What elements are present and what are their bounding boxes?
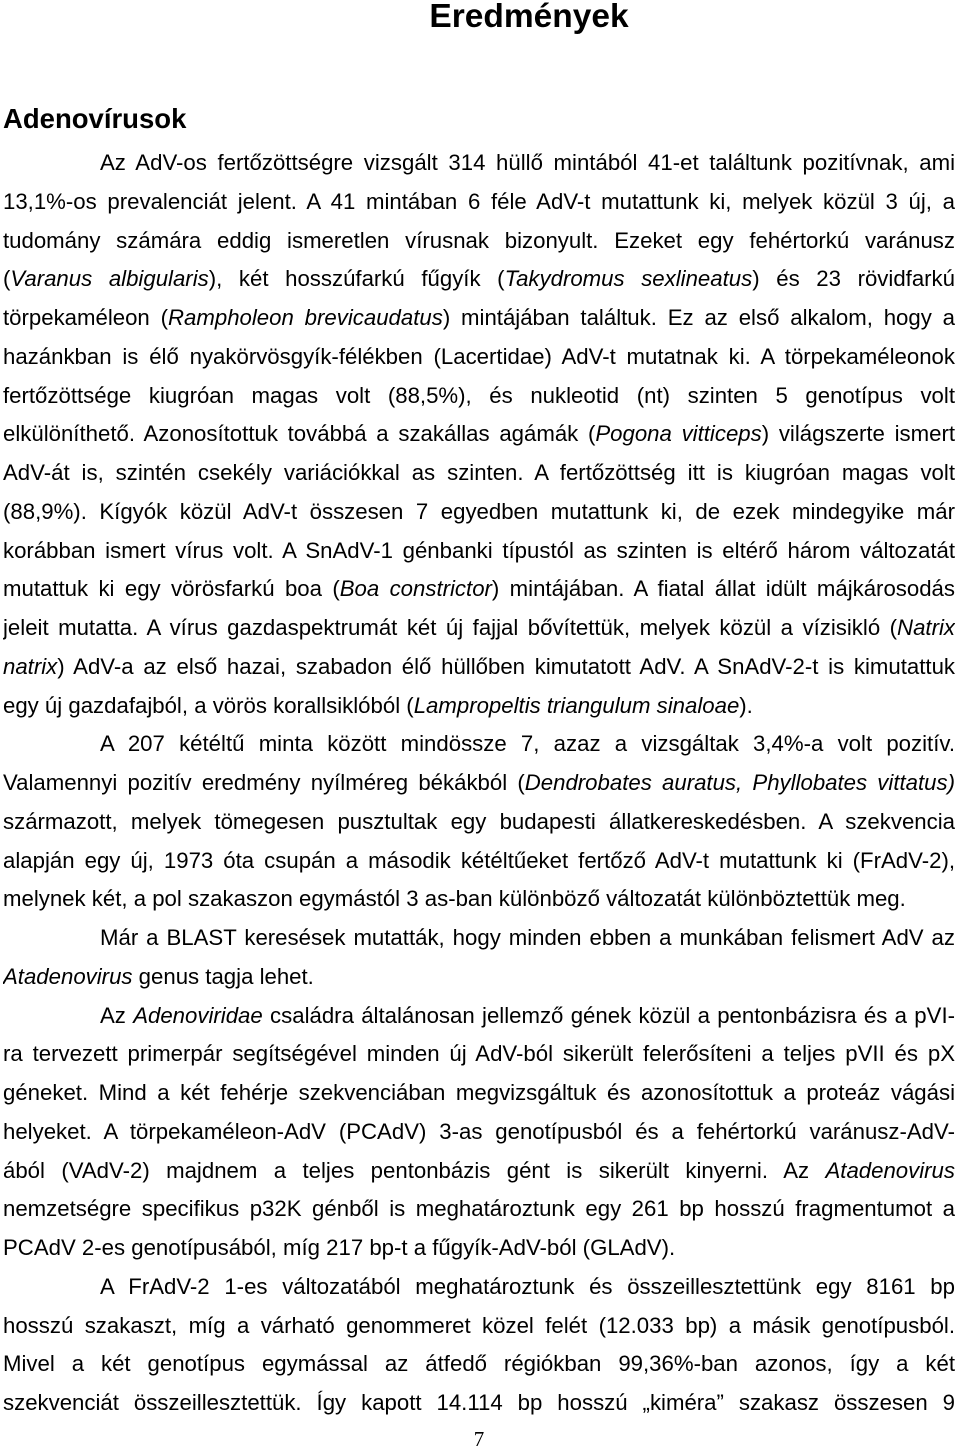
paragraph xyxy=(3,919,955,997)
text-line xyxy=(3,299,955,338)
text-run: családra általánosan jellemző gének közül a pentonbázisra és a pVI- xyxy=(262,1002,955,1028)
text-line xyxy=(3,260,955,299)
taxon-name: Takydromus sexlineatus xyxy=(504,266,753,292)
text-run: törpekaméleon ( xyxy=(3,305,169,330)
text-line xyxy=(3,958,955,997)
text-run: Már a BLAST keresések mutatták, hogy minden ebben a munkában felismert AdV az xyxy=(100,925,955,950)
text-line xyxy=(3,1190,955,1229)
text-run: származott, melyek tömegesen pusztultak egy budapesti állatkereskedésben. A szekvencia xyxy=(3,808,955,834)
text-run: ). xyxy=(739,692,753,718)
text-run: mutattuk ki egy vörösfarkú boa ( xyxy=(3,576,340,602)
paragraph xyxy=(3,997,955,1268)
text-line xyxy=(3,1074,955,1113)
text-line xyxy=(3,803,955,842)
text-line xyxy=(3,1035,955,1074)
text-line xyxy=(3,1229,955,1268)
text-line xyxy=(3,919,955,958)
text-line xyxy=(3,1307,955,1346)
text-run: szekvenciát összeillesztettük. Így kapott 14.114 bp hosszú „kiméra” szakasz összesen 9 xyxy=(3,1390,955,1415)
text-line xyxy=(3,725,955,764)
paragraph xyxy=(3,725,955,919)
text-line xyxy=(3,570,955,609)
text-line xyxy=(3,1268,955,1307)
text-run: genus tagja lehet. xyxy=(132,963,314,989)
text-line xyxy=(3,222,955,261)
text-run: hazánkban is élő nyakörvösgyík-félékben (Lacertidae) AdV-t mutatnak ki. A törpekaméleonok xyxy=(3,343,955,369)
text-run: ), két hosszúfarkú fűgyík ( xyxy=(208,266,505,292)
text-line xyxy=(3,532,955,571)
paragraph xyxy=(3,144,955,725)
text-run: AdV-át is, szintén csekély variációkkal as szinten. A fertőzöttség itt is kiugróan magas volt xyxy=(3,460,955,485)
taxon-name: Dendrobates auratus, Phyllobates vittatus) xyxy=(524,770,955,795)
text-line xyxy=(3,415,955,454)
text-run: ) és 23 rövidfarkú xyxy=(752,266,955,292)
taxon-name: Atadenovirus xyxy=(825,1157,955,1183)
page-number: 7 xyxy=(473,1427,485,1451)
text-line xyxy=(3,687,955,726)
text-run: Az AdV-os fertőzöttségre vizsgált 314 hüllő mintából 41-et találtunk pozitívnak, ami xyxy=(100,150,955,175)
body-text xyxy=(3,144,955,1423)
text-run: 13,1%-os prevalenciát jelent. A 41 mintában 6 féle AdV-t mutattunk ki, melyek közül 3 új, a xyxy=(3,188,955,214)
text-run: ából (VAdV-2) majdnem a teljes pentonbázis gént is sikerült kinyerni. Az xyxy=(3,1157,826,1183)
text-line xyxy=(3,1384,955,1423)
text-line xyxy=(3,997,955,1036)
text-line xyxy=(3,493,955,532)
text-line xyxy=(3,842,955,881)
text-run: nemzetségre specifikus p32K génből is meghatároztunk egy 261 bp hosszú fragmentumot a xyxy=(3,1196,955,1222)
text-line xyxy=(3,144,955,183)
text-run: elkülöníthető. Azonosítottuk továbbá a szakállas agámák ( xyxy=(3,421,596,447)
taxon-name: Atadenovirus xyxy=(3,963,133,989)
text-run: melynek két, a pol szakaszon egymástól 3 as-ban különböző változatát különböztettük meg. xyxy=(3,886,906,912)
text-run: Mivel a két genotípus egymással az átfedő régiókban 99,36%-ban azonos, így a két xyxy=(3,1351,955,1377)
text-run: ( xyxy=(3,266,11,292)
taxon-name: Adenoviridae xyxy=(133,1002,263,1028)
text-run: jeleit mutatta. A vírus gazdaspektrumát két új fajjal bővítettük, melyek közül a vízisikló ( xyxy=(3,615,898,640)
taxon-name: natrix xyxy=(3,653,58,679)
taxon-name: Rampholeon brevicaudatus xyxy=(168,305,443,330)
text-run: Valamennyi pozitív eredmény nyílméreg békákból ( xyxy=(3,770,525,795)
text-run: hosszú szakaszt, míg a várható genommeret közel felét (12.033 bp) a másik genotípusból. xyxy=(3,1312,955,1338)
text-run: ra tervezett primerpár segítségével minden új AdV-ból sikerült felerősíteni a teljes pVII és pX xyxy=(3,1041,955,1067)
text-line xyxy=(3,183,955,222)
taxon-name: Natrix xyxy=(897,615,955,640)
text-run: géneket. Mind a két fehérje szekvenciában megvizsgáltuk és azonosítottuk a proteáz vágási xyxy=(3,1080,955,1105)
paragraph xyxy=(3,1268,955,1423)
text-line xyxy=(3,648,955,687)
text-line xyxy=(3,377,955,416)
text-line xyxy=(3,338,955,377)
text-run: helyeket. A törpekaméleon-AdV (PCAdV) 3-as genotípusból és a fehértorkú varánusz-AdV- xyxy=(3,1118,955,1144)
text-run: tudomány számára eddig ismeretlen vírusnak bizonyult. Ezeket egy fehértorkú varánusz xyxy=(3,227,955,253)
text-line xyxy=(3,1113,955,1152)
text-run: ) világszerte ismert xyxy=(761,421,955,447)
text-line xyxy=(3,1152,955,1191)
text-run: fertőzöttsége kiugróan magas volt (88,5%), és nukleotid (nt) szinten 5 genotípus volt xyxy=(3,382,955,408)
text-line xyxy=(3,1345,955,1384)
text-run: PCAdV 2-es genotípusából, míg 217 bp-t a fűgyík-AdV-ból (GLAdV). xyxy=(3,1235,676,1260)
text-run: Az xyxy=(100,1002,134,1028)
text-run: A 207 kétéltű minta között mindössze 7, azaz a vizsgáltak 3,4%-a volt pozitív. xyxy=(100,731,955,757)
section-heading: Adenovírusok xyxy=(3,103,187,134)
text-line xyxy=(3,454,955,493)
taxon-name: Lampropeltis triangulum sinaloae xyxy=(413,692,740,718)
text-run: egy új gazdafajból, a vörös korallsiklóból ( xyxy=(3,692,414,718)
text-run: ) AdV-a az első hazai, szabadon élő hüllőben kimutatott AdV. A SnAdV-2-t is kimutattuk xyxy=(57,653,955,679)
text-run: A FrAdV-2 1-es változatából meghatároztunk és összeillesztettünk egy 8161 bp xyxy=(100,1273,955,1299)
text-line xyxy=(3,609,955,648)
taxon-name: Boa constrictor xyxy=(339,576,492,602)
text-line xyxy=(3,764,955,803)
taxon-name: Varanus albigularis xyxy=(10,266,209,292)
text-run: korábban ismert vírus volt. A SnAdV-1 génbanki típustól as szinten is eltérő három változatát xyxy=(3,537,955,563)
taxon-name: Pogona vitticeps xyxy=(595,421,762,447)
text-run: ) mintájában. A fiatal állat idült májkárosodás xyxy=(491,576,955,602)
page-title: Eredmények xyxy=(429,0,629,35)
text-run: (88,9%). Kígyók közül AdV-t összesen 7 egyedben mutattunk ki, de ezek mindegyike már xyxy=(3,498,955,524)
text-run: alapján egy új, 1973 óta csupán a második kétéltűeket fertőző AdV-t mutattunk ki (FrAdV-2), xyxy=(3,847,955,873)
text-line xyxy=(3,880,955,919)
text-run: ) mintájában találtuk. Ez az első alkalom, hogy a xyxy=(442,305,955,330)
